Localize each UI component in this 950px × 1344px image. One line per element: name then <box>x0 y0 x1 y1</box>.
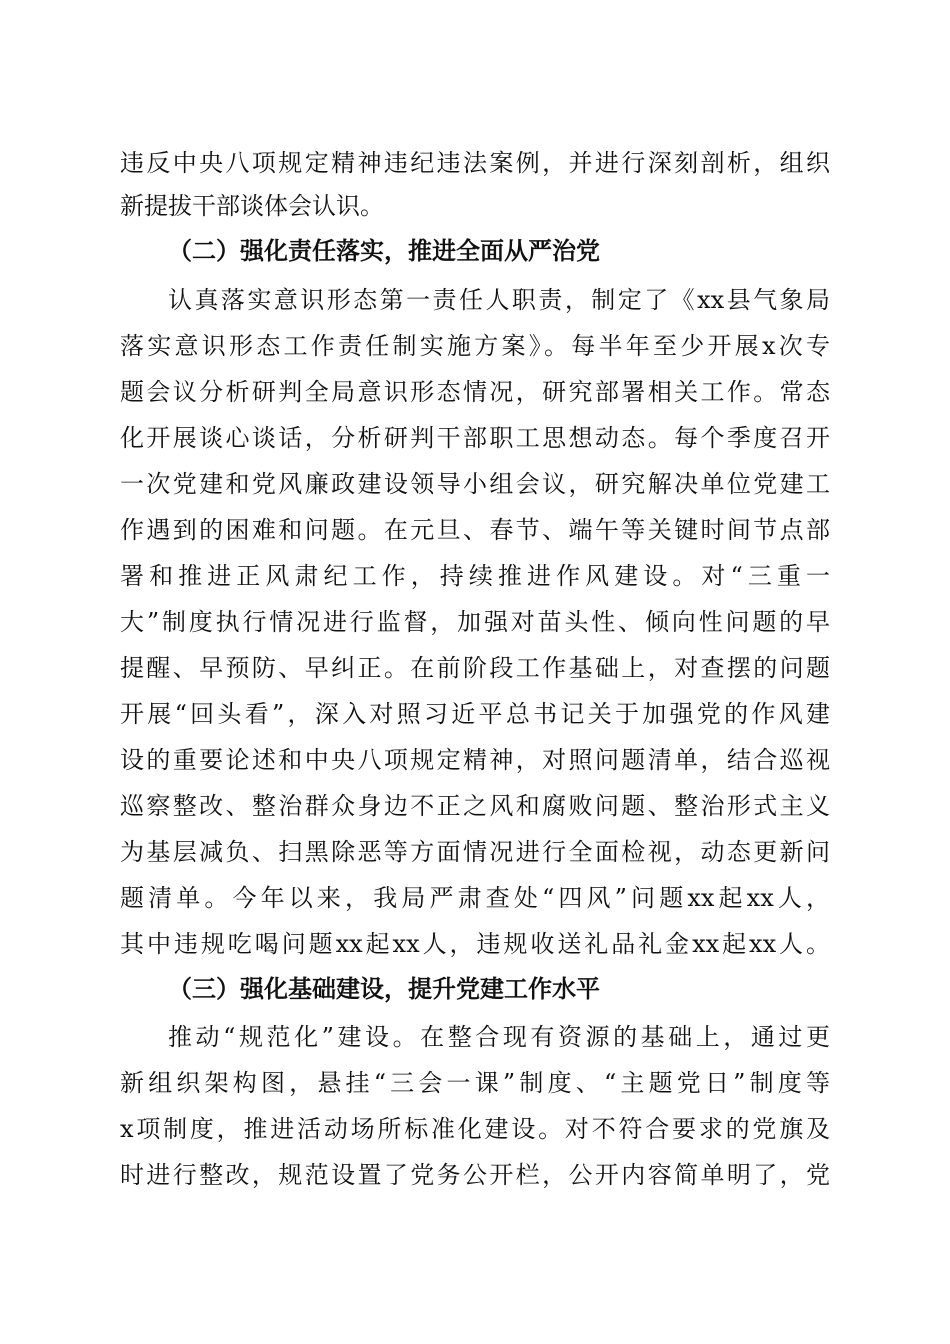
body-text-line: 其中违规吃喝问题xx起xx人，违规收送礼品礼金xx起xx人。 <box>120 930 830 958</box>
body-text-line: 题清单。今年以来，我局严肃查处“四风”问题xx起xx人， <box>120 884 830 912</box>
body-text-line: 化开展谈心谈话，分析研判干部职工思想动态。每个季度召开 <box>120 424 830 452</box>
body-text-line: 巡察整改、整治群众身边不正之风和腐败问题、整治形式主义 <box>120 792 830 820</box>
body-text-line: 作遇到的困难和问题。在元旦、春节、端午等关键时间节点部 <box>120 516 830 544</box>
body-text-line: 提醒、早预防、早纠正。在前阶段工作基础上，对查摆的问题 <box>120 654 830 682</box>
paragraph-first-line: 认真落实意识形态第一责任人职责，制定了《xx县气象局 <box>168 286 830 314</box>
section-heading-3: （三）强化基础建设，提升党建工作水平 <box>168 974 600 1003</box>
body-text-line: x项制度，推进活动场所标准化建设。对不符合要求的党旗及 <box>120 1115 830 1143</box>
body-text-line: 违反中央八项规定精神违纪违法案例，并进行深刻剖析，组织 <box>120 149 830 177</box>
body-text-line: 时进行整改，规范设置了党务公开栏，公开内容简单明了，党 <box>120 1161 830 1189</box>
body-text-line: 题会议分析研判全局意识形态情况，研究部署相关工作。常态 <box>120 378 830 406</box>
paragraph-first-line: 推动“规范化”建设。在整合现有资源的基础上，通过更 <box>168 1023 830 1051</box>
body-text-line: 大”制度执行情况进行监督，加强对苗头性、倾向性问题的早 <box>120 608 830 636</box>
body-text-line: 新提拔干部谈体会认识。 <box>120 192 384 220</box>
body-text-line: 一次党建和党风廉政建设领导小组会议，研究解决单位党建工 <box>120 470 830 498</box>
body-text-line: 新组织架构图，悬挂“三会一课”制度、“主题党日”制度等 <box>120 1069 830 1097</box>
body-text-line: 为基层减负、扫黑除恶等方面情况进行全面检视，动态更新问 <box>120 838 830 866</box>
body-text-line: 设的重要论述和中央八项规定精神，对照问题清单，结合巡视 <box>120 746 830 774</box>
body-text-line: 落实意识形态工作责任制实施方案》。每半年至少开展x次专 <box>120 332 830 360</box>
body-text-line: 开展“回头看”，深入对照习近平总书记关于加强党的作风建 <box>120 700 830 728</box>
body-text-line: 署和推进正风肃纪工作，持续推进作风建设。对“三重一 <box>120 562 830 590</box>
section-heading-2: （二）强化责任落实，推进全面从严治党 <box>168 236 600 265</box>
